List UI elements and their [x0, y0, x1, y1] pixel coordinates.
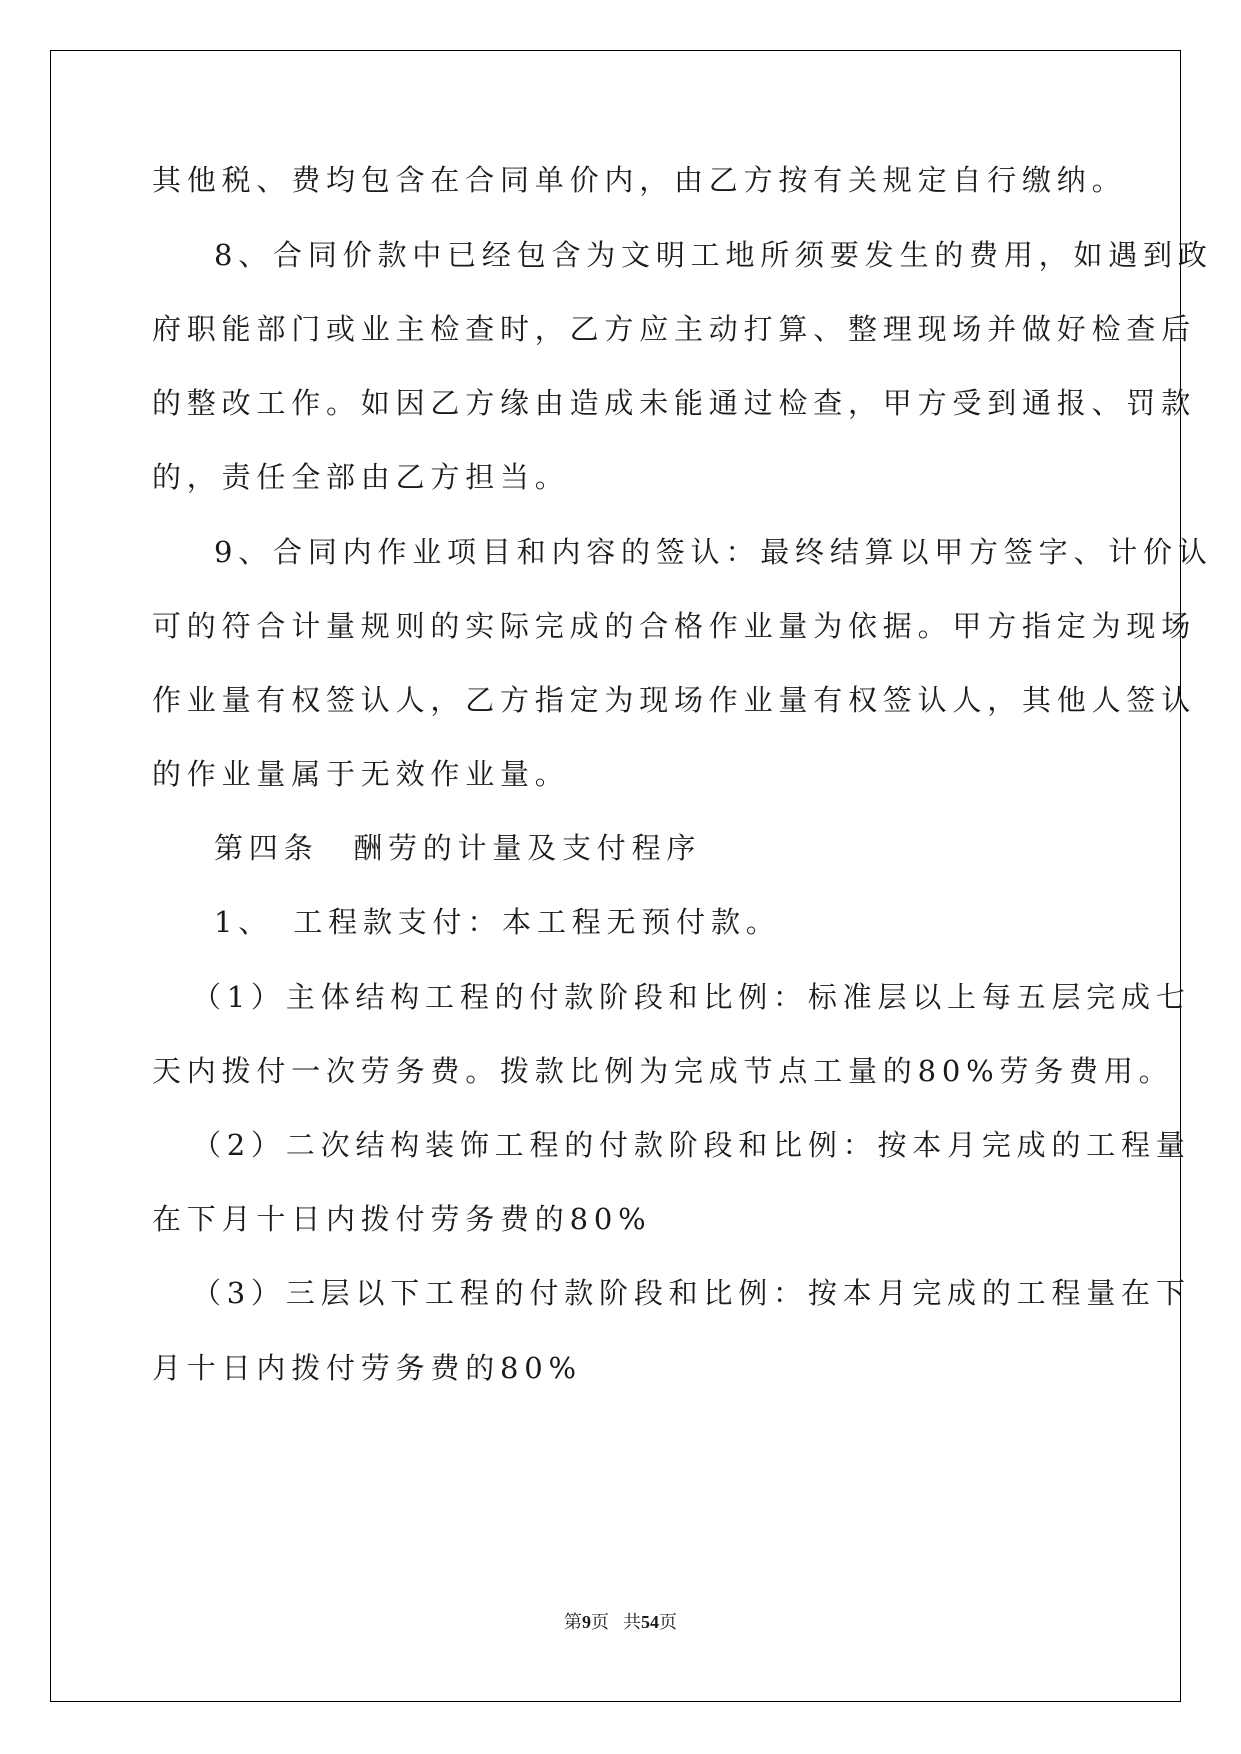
- text-line: 府职能部门或业主检查时，乙方应主动打算、整理现场并做好检查后: [152, 312, 1197, 346]
- section-heading: 第四条 酬劳的计量及支付程序: [214, 831, 702, 865]
- text-line: 1、 工程款支付：本工程无预付款。: [214, 905, 781, 939]
- page-prefix: 第: [564, 1612, 582, 1633]
- total-page-count: 54: [641, 1612, 659, 1632]
- text-line: （3）三层以下工程的付款阶段和比例：按本月完成的工程量在下: [192, 1276, 1191, 1310]
- text-line: 月十日内拨付劳务费的80%: [152, 1351, 582, 1385]
- text-line: 作业量有权签认人，乙方指定为现场作业量有权签认人，其他人签认: [152, 683, 1197, 717]
- page-footer: [0, 1610, 1241, 1635]
- text-line: 8、合同价款中已经包含为文明工地所须要发生的费用，如遇到政: [214, 238, 1213, 272]
- page-suffix: 页: [591, 1612, 609, 1633]
- current-page-number: 9: [582, 1612, 591, 1632]
- text-line: 可的符合计量规则的实际完成的合格作业量为依据。甲方指定为现场: [152, 609, 1197, 643]
- text-line: 9、合同内作业项目和内容的签认：最终结算以甲方签字、计价认: [214, 535, 1213, 569]
- text-line: 在下月十日内拨付劳务费的80%: [152, 1202, 652, 1236]
- text-line: （2）二次结构装饰工程的付款阶段和比例：按本月完成的工程量: [192, 1128, 1191, 1162]
- text-line: 的作业量属于无效作业量。: [152, 757, 570, 791]
- text-line: 天内拨付一次劳务费。拨款比例为完成节点工量的80%劳务费用。: [152, 1054, 1174, 1088]
- text-line: 的，责任全部由乙方担当。: [152, 460, 570, 494]
- page-border: [50, 50, 1181, 1702]
- total-prefix: 共: [623, 1612, 641, 1633]
- text-line: 的整改工作。如因乙方缘由造成未能通过检查，甲方受到通报、罚款: [152, 386, 1197, 420]
- total-suffix: 页: [659, 1612, 677, 1633]
- text-line: （1）主体结构工程的付款阶段和比例：标准层以上每五层完成七: [192, 980, 1191, 1014]
- text-line: 其他税、费均包含在合同单价内，由乙方按有关规定自行缴纳。: [152, 163, 1127, 197]
